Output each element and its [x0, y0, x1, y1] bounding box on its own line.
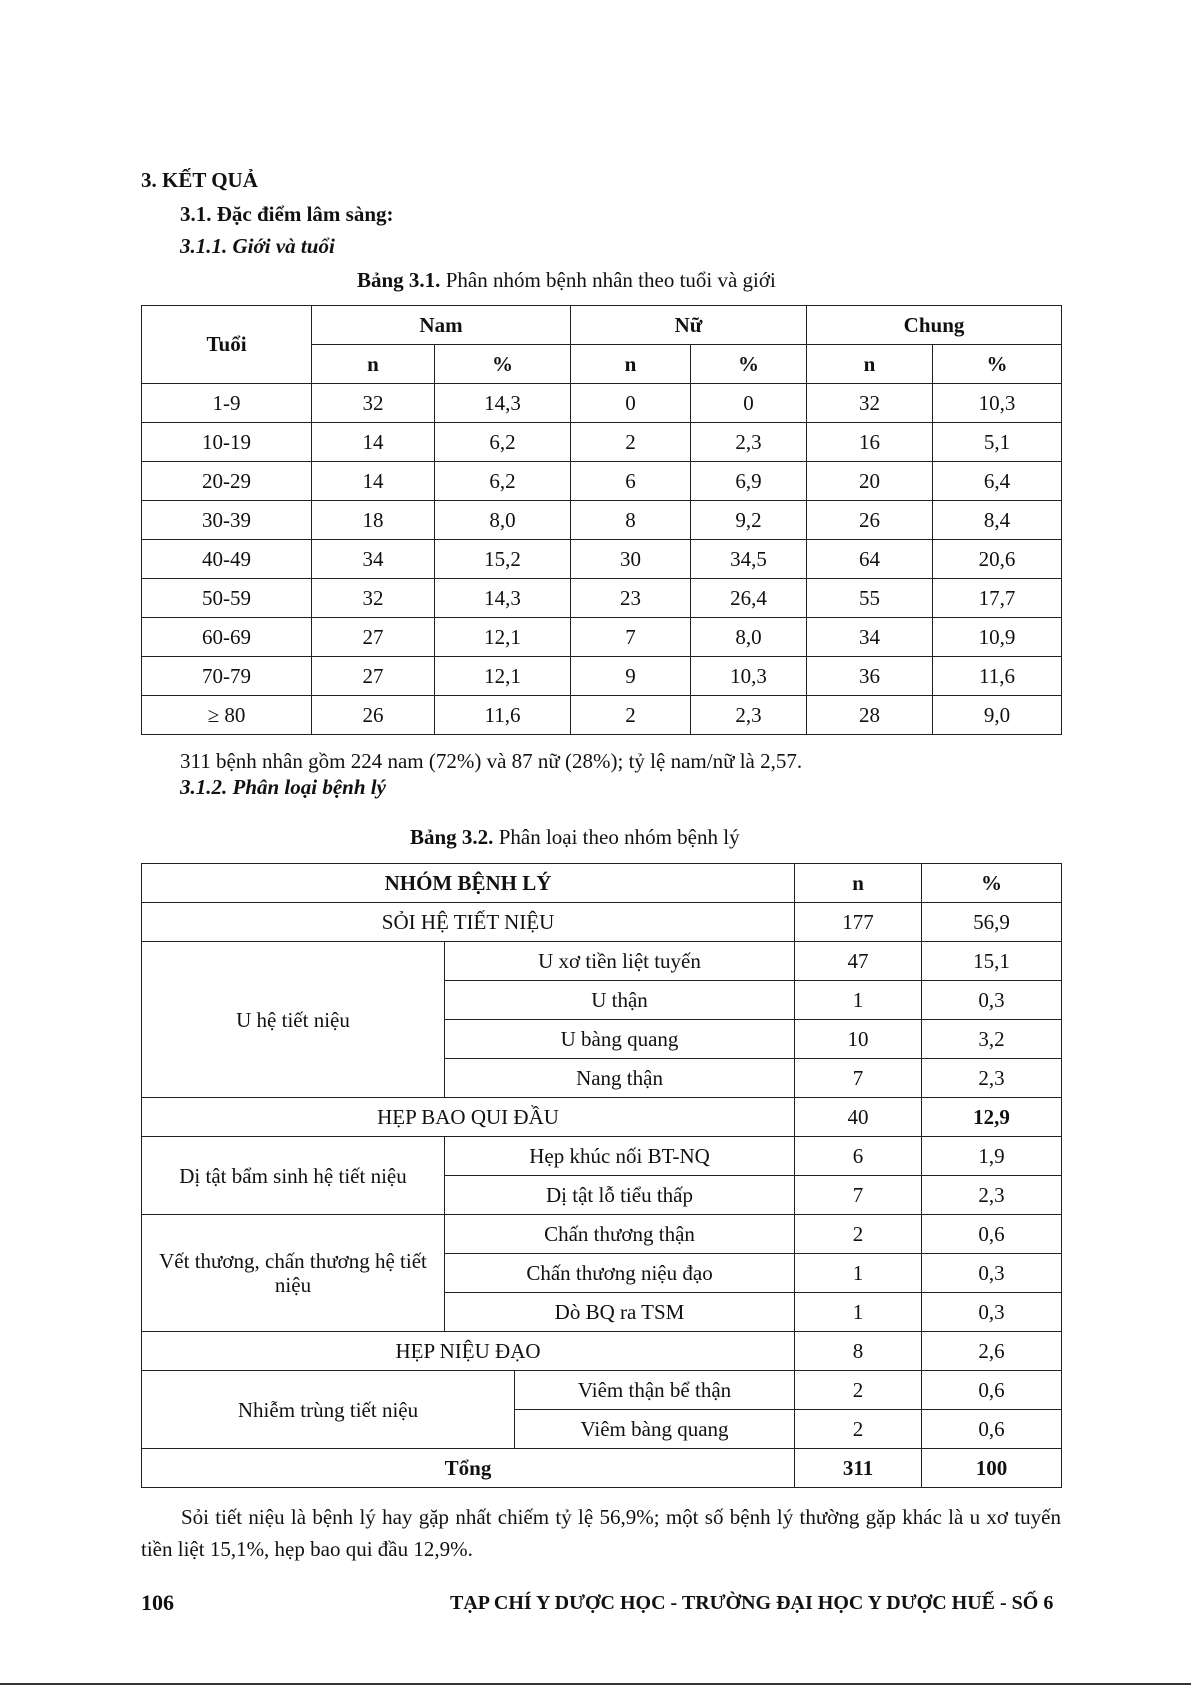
cell-m-p: 14,3	[435, 579, 571, 618]
table-row	[142, 423, 1062, 462]
cell-t-p: 11,6	[933, 657, 1062, 696]
cell-m-p: 8,0	[435, 501, 571, 540]
cell-f-p: 2,3	[691, 696, 807, 735]
di-tat-item-pct: 1,9	[922, 1137, 1062, 1176]
cell-f-p: 9,2	[691, 501, 807, 540]
table-row	[142, 696, 1062, 735]
row-hep-bao-label: HẸP BAO QUI ĐẦU	[142, 1098, 795, 1137]
u-item-label: U bàng quang	[445, 1020, 795, 1059]
group-di-tat-label: Dị tật bẩm sinh hệ tiết niệu	[142, 1137, 445, 1215]
nhiem-trung-item-label: Viêm bàng quang	[515, 1410, 795, 1449]
row-soi-label: SỎI HỆ TIẾT NIỆU	[142, 903, 795, 942]
row-hep-nieu-dao-n: 8	[795, 1332, 922, 1371]
u-item-label: U thận	[445, 981, 795, 1020]
header-female-n: n	[571, 345, 691, 384]
header-age: Tuổi	[142, 306, 312, 384]
cell-m-p: 6,2	[435, 462, 571, 501]
nhiem-trung-item-pct: 0,6	[922, 1371, 1062, 1410]
chan-thuong-item-label: Chấn thương niệu đạo	[445, 1254, 795, 1293]
cell-f-n: 9	[571, 657, 691, 696]
cell-t-n: 36	[807, 657, 933, 696]
table-row	[142, 501, 1062, 540]
table1-caption-label: Bảng 3.1.	[357, 268, 441, 292]
cell-t-p: 20,6	[933, 540, 1062, 579]
chan-thuong-item-n: 2	[795, 1215, 922, 1254]
nhiem-trung-item-n: 2	[795, 1371, 922, 1410]
section-heading: 3. KẾT QUẢ	[141, 168, 258, 192]
cell-age: 20-29	[142, 462, 312, 501]
cell-m-n: 32	[312, 384, 435, 423]
row-soi-n: 177	[795, 903, 922, 942]
group-nhiem-trung-label: Nhiễm trùng tiết niệu	[142, 1371, 515, 1449]
table2-summary: Sỏi tiết niệu là bệnh lý hay gặp nhất chiếm tỷ lệ 56,9%; một số bệnh lý thường gặp khác là u xơ tuyến tiền liệt 15,1%, hẹp bao qui đầu 12,9%.	[141, 1505, 1061, 1561]
table-row	[142, 384, 1062, 423]
row-hep-nieu-dao-label: HẸP NIỆU ĐẠO	[142, 1332, 795, 1371]
nhiem-trung-item-pct: 0,6	[922, 1410, 1062, 1449]
cell-age: 1-9	[142, 384, 312, 423]
table2-caption	[410, 825, 740, 850]
cell-age: 40-49	[142, 540, 312, 579]
age-sex-table	[141, 305, 1062, 735]
cell-f-p: 0	[691, 384, 807, 423]
cell-age: 60-69	[142, 618, 312, 657]
cell-age: 50-59	[142, 579, 312, 618]
chan-thuong-item-pct: 0,6	[922, 1215, 1062, 1254]
cell-f-p: 34,5	[691, 540, 807, 579]
cell-m-n: 26	[312, 696, 435, 735]
cell-m-n: 27	[312, 657, 435, 696]
u-item-label: U xơ tiền liệt tuyến	[445, 942, 795, 981]
cell-t-n: 20	[807, 462, 933, 501]
cell-m-p: 11,6	[435, 696, 571, 735]
row-hep-bao-pct: 12,9	[922, 1098, 1062, 1137]
cell-t-n: 55	[807, 579, 933, 618]
row-soi-pct: 56,9	[922, 903, 1062, 942]
di-tat-item-label: Hẹp khúc nối BT-NQ	[445, 1137, 795, 1176]
cell-t-n: 64	[807, 540, 933, 579]
cell-age: 10-19	[142, 423, 312, 462]
header-male-n: n	[312, 345, 435, 384]
u-item-n: 10	[795, 1020, 922, 1059]
cell-m-n: 34	[312, 540, 435, 579]
header-pct: %	[922, 864, 1062, 903]
u-item-label: Nang thận	[445, 1059, 795, 1098]
chan-thuong-item-pct: 0,3	[922, 1293, 1062, 1332]
cell-m-n: 14	[312, 423, 435, 462]
cell-f-p: 2,3	[691, 423, 807, 462]
cell-t-n: 34	[807, 618, 933, 657]
nhiem-trung-item-label: Viêm thận bể thận	[515, 1371, 795, 1410]
u-item-n: 47	[795, 942, 922, 981]
cell-t-p: 5,1	[933, 423, 1062, 462]
table2-caption-text: Phân loại theo nhóm bệnh lý	[493, 825, 740, 849]
cell-t-p: 17,7	[933, 579, 1062, 618]
table1-caption	[357, 268, 776, 293]
header-male: Nam	[312, 306, 571, 345]
u-item-n: 7	[795, 1059, 922, 1098]
cell-t-p: 8,4	[933, 501, 1062, 540]
di-tat-item-pct: 2,3	[922, 1176, 1062, 1215]
cell-age: ≥ 80	[142, 696, 312, 735]
u-item-pct: 0,3	[922, 981, 1062, 1020]
chan-thuong-item-n: 1	[795, 1254, 922, 1293]
u-item-pct: 15,1	[922, 942, 1062, 981]
table-row	[142, 657, 1062, 696]
header-n: n	[795, 864, 922, 903]
chan-thuong-item-label: Dò BQ ra TSM	[445, 1293, 795, 1332]
di-tat-item-label: Dị tật lỗ tiểu thấp	[445, 1176, 795, 1215]
row-hep-nieu-dao-pct: 2,6	[922, 1332, 1062, 1371]
cell-age: 70-79	[142, 657, 312, 696]
di-tat-item-n: 7	[795, 1176, 922, 1215]
di-tat-item-n: 6	[795, 1137, 922, 1176]
table-row	[142, 618, 1062, 657]
cell-m-p: 12,1	[435, 657, 571, 696]
cell-t-p: 6,4	[933, 462, 1062, 501]
table-row	[142, 462, 1062, 501]
nhiem-trung-item-n: 2	[795, 1410, 922, 1449]
cell-t-p: 10,3	[933, 384, 1062, 423]
header-female-pct: %	[691, 345, 807, 384]
cell-f-n: 6	[571, 462, 691, 501]
cell-t-p: 10,9	[933, 618, 1062, 657]
cell-m-p: 12,1	[435, 618, 571, 657]
header-total: Chung	[807, 306, 1062, 345]
row-total-label: Tổng	[142, 1449, 795, 1488]
cell-age: 30-39	[142, 501, 312, 540]
header-total-n: n	[807, 345, 933, 384]
header-female: Nữ	[571, 306, 807, 345]
table-row	[142, 579, 1062, 618]
u-item-pct: 2,3	[922, 1059, 1062, 1098]
cell-t-n: 28	[807, 696, 933, 735]
header-total-pct: %	[933, 345, 1062, 384]
cell-t-n: 16	[807, 423, 933, 462]
table2-caption-label: Bảng 3.2.	[410, 825, 494, 849]
chan-thuong-item-n: 1	[795, 1293, 922, 1332]
table-row	[142, 540, 1062, 579]
cell-f-n: 2	[571, 696, 691, 735]
chan-thuong-item-pct: 0,3	[922, 1254, 1062, 1293]
cell-f-p: 10,3	[691, 657, 807, 696]
subsubsection-heading-age-sex: 3.1.1. Giới và tuổi	[180, 234, 335, 258]
subsection-heading: 3.1. Đặc điểm lâm sàng:	[180, 202, 394, 226]
cell-t-n: 26	[807, 501, 933, 540]
subsubsection-heading-classification: 3.1.2. Phân loại bệnh lý	[180, 775, 386, 799]
cell-m-p: 15,2	[435, 540, 571, 579]
cell-m-n: 18	[312, 501, 435, 540]
cell-f-p: 26,4	[691, 579, 807, 618]
chan-thuong-item-label: Chấn thương thận	[445, 1215, 795, 1254]
cell-f-n: 0	[571, 384, 691, 423]
row-hep-bao-n: 40	[795, 1098, 922, 1137]
cell-m-n: 14	[312, 462, 435, 501]
row-total-n: 311	[795, 1449, 922, 1488]
disease-group-table	[141, 863, 1062, 1488]
table1-summary: 311 bệnh nhân gồm 224 nam (72%) và 87 nữ (28%); tỷ lệ nam/nữ là 2,57.	[180, 749, 803, 773]
cell-m-n: 32	[312, 579, 435, 618]
cell-f-n: 8	[571, 501, 691, 540]
row-total-pct: 100	[922, 1449, 1062, 1488]
u-item-pct: 3,2	[922, 1020, 1062, 1059]
cell-f-p: 6,9	[691, 462, 807, 501]
cell-f-n: 7	[571, 618, 691, 657]
journal-footer: TẠP CHÍ Y DƯỢC HỌC - TRƯỜNG ĐẠI HỌC Y DƯỢC HUẾ - SỐ 6	[450, 1592, 1054, 1614]
cell-t-n: 32	[807, 384, 933, 423]
table1-caption-text: Phân nhóm bệnh nhân theo tuổi và giới	[440, 268, 776, 292]
cell-f-n: 23	[571, 579, 691, 618]
cell-m-p: 14,3	[435, 384, 571, 423]
group-u-label: U hệ tiết niệu	[142, 942, 445, 1098]
cell-m-p: 6,2	[435, 423, 571, 462]
cell-f-n: 2	[571, 423, 691, 462]
header-group: NHÓM BỆNH LÝ	[142, 864, 795, 903]
group-chan-thuong-label: Vết thương, chấn thương hệ tiết niệu	[142, 1215, 445, 1332]
page-number: 106	[141, 1590, 174, 1615]
u-item-n: 1	[795, 981, 922, 1020]
cell-f-p: 8,0	[691, 618, 807, 657]
cell-t-p: 9,0	[933, 696, 1062, 735]
cell-m-n: 27	[312, 618, 435, 657]
cell-f-n: 30	[571, 540, 691, 579]
header-male-pct: %	[435, 345, 571, 384]
